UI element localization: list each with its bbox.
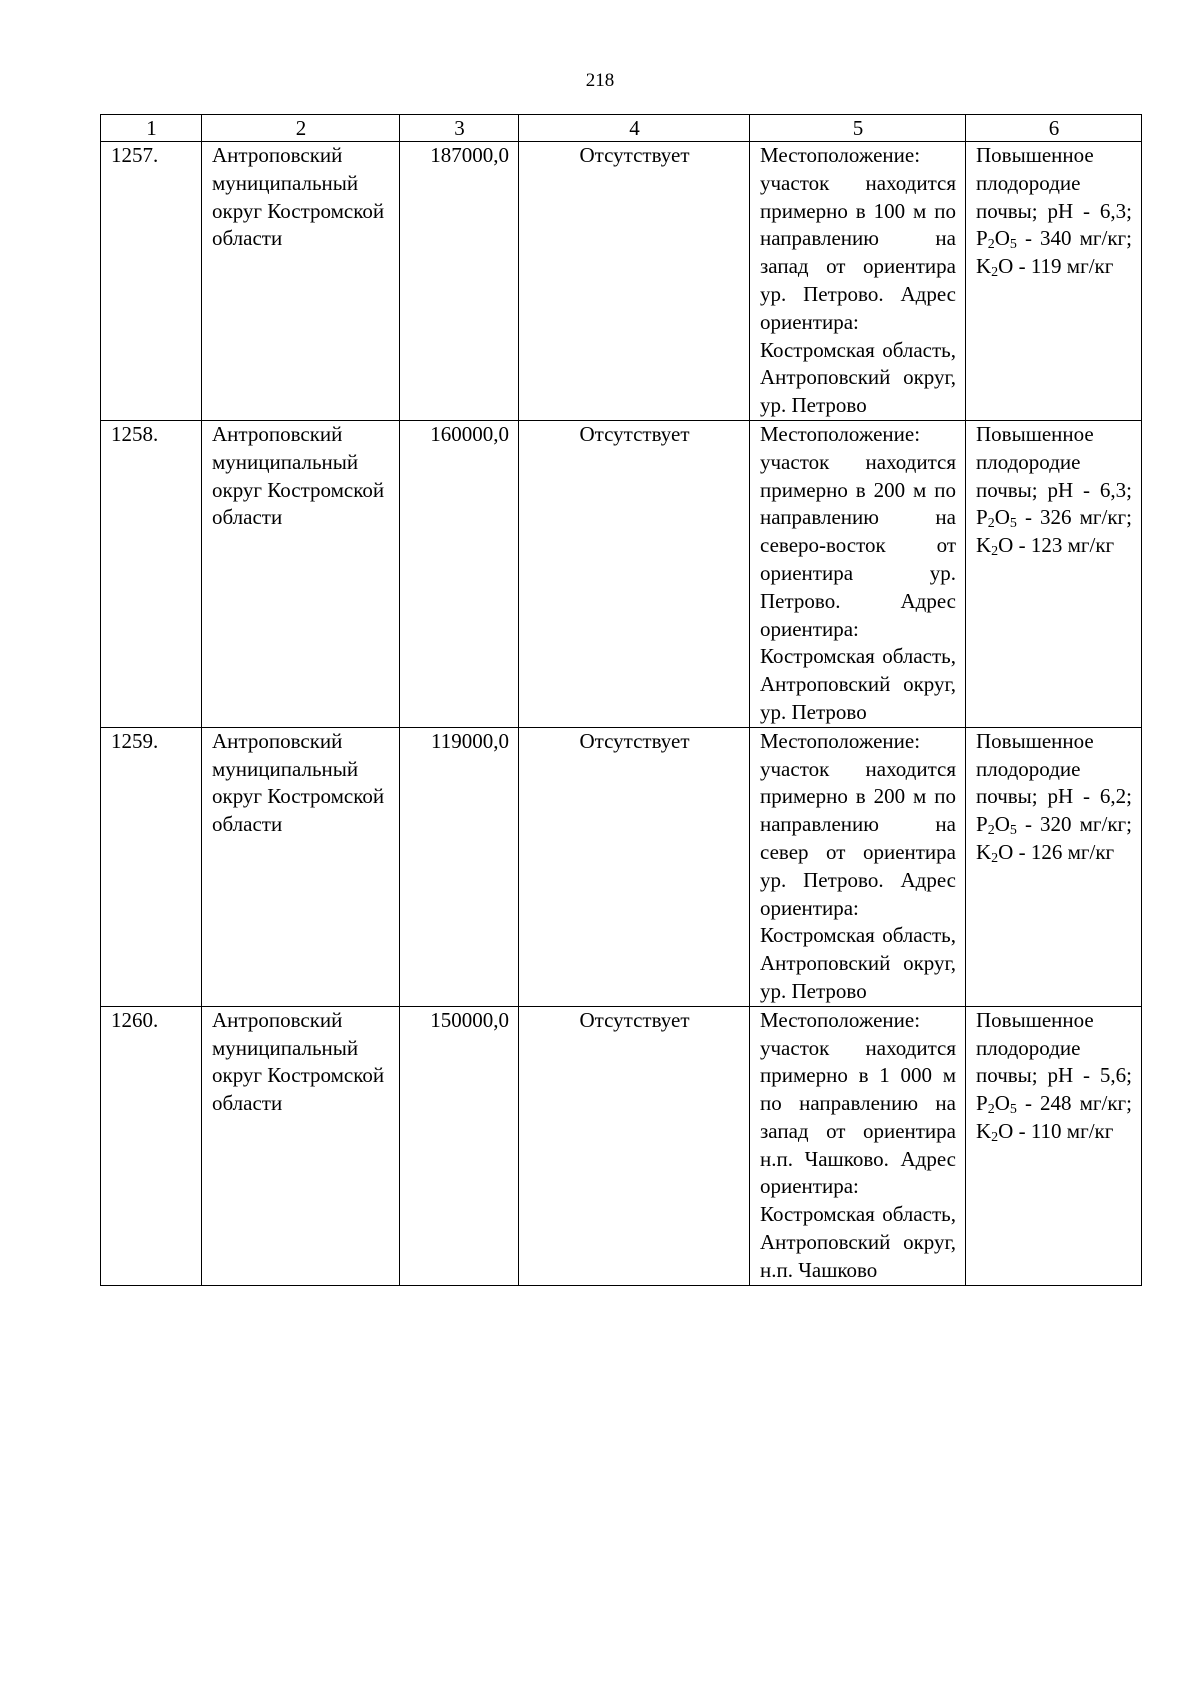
column-header: 3 [400,115,519,142]
soil-text: O [994,1091,1010,1116]
subscript: 2 [987,1102,995,1118]
column-header: 2 [202,115,400,142]
column-header: 4 [519,115,750,142]
area-cell: 150000,0 [400,1006,519,1285]
table-row [101,1006,1142,1285]
soil-text: Повышенное плодородие почвы; рН - 6,3; P [976,143,1132,251]
row-number: 1260. [101,1006,202,1285]
soil-text: O - 119 мг/кг [998,254,1114,279]
encumbrance-cell: Отсутствует [519,142,750,421]
location-cell: Местоположение: участок находится примерно в 200 м по направлению на северо-восток от ориентира ур. Петрово. Адрес ориентира: Костромская область, Антроповский округ, ур. Петрово [750,420,966,727]
table-header-row [101,115,1142,142]
area-cell: 160000,0 [400,420,519,727]
subscript: 5 [1009,237,1017,253]
subscript: 2 [987,237,995,253]
row-number: 1257. [101,142,202,421]
soil-text: - 248 мг/кг; K [976,1091,1132,1143]
subscript: 2 [987,516,995,532]
table-row [101,142,1142,421]
soil-text: - 320 мг/кг; K [976,812,1132,864]
area-cell: 119000,0 [400,727,519,1006]
district-cell: Антроповский муниципальный округ Костромской области [202,727,400,1006]
subscript: 2 [991,544,999,560]
subscript: 2 [991,1129,999,1145]
district-cell: Антроповский муниципальный округ Костромской области [202,142,400,421]
soil-text: O - 123 мг/кг [998,533,1115,558]
land-plots-table [100,114,1142,1286]
encumbrance-cell: Отсутствует [519,727,750,1006]
soil-text: O [994,812,1010,837]
soil-text: Повышенное плодородие почвы; рН - 6,3; P [976,421,1132,530]
soil-cell [966,420,1142,727]
location-cell: Местоположение: участок находится примерно в 100 м по направлению на запад от ориентира ур. Петрово. Адрес ориентира: Костромская область, Антроповский округ, ур. Петрово [750,142,966,421]
soil-cell [966,727,1142,1006]
column-header: 1 [101,115,202,142]
soil-cell [966,1006,1142,1285]
soil-cell [966,142,1142,421]
soil-text: O [994,505,1010,530]
column-header: 5 [750,115,966,142]
soil-text: - 340 мг/кг; K [976,226,1132,279]
table-row [101,420,1142,727]
soil-text: - 326 мг/кг; K [976,505,1132,558]
area-cell: 187000,0 [400,142,519,421]
subscript: 5 [1009,1102,1017,1118]
soil-text: Повышенное плодородие почвы; рН - 5,6; P [976,1007,1132,1116]
table-row [101,727,1142,1006]
page-number: 218 [585,70,615,91]
soil-text: O [994,226,1010,251]
district-cell: Антроповский муниципальный округ Костромской области [202,420,400,727]
subscript: 5 [1009,516,1017,532]
soil-text: Повышенное плодородие почвы; рН - 6,2; P [976,728,1132,837]
soil-text: O - 110 мг/кг [998,1118,1114,1143]
district-cell: Антроповский муниципальный округ Костромской области [202,1006,400,1285]
subscript: 2 [991,265,999,281]
location-cell: Местоположение: участок находится примерно в 1 000 м по направлению на запад от ориентира н.п. Чашково. Адрес ориентира: Костромская область, Антроповский округ, н.п. Чашково [750,1006,966,1285]
soil-text: O - 126 мг/кг [998,839,1115,864]
row-number: 1258. [101,420,202,727]
subscript: 2 [991,850,999,866]
location-cell: Местоположение: участок находится примерно в 200 м по направлению на север от ориентира ур. Петрово. Адрес ориентира: Костромская область, Антроповский округ, ур. Петрово [750,727,966,1006]
subscript: 2 [987,823,995,839]
encumbrance-cell: Отсутствует [519,420,750,727]
column-header: 6 [966,115,1142,142]
row-number: 1259. [101,727,202,1006]
subscript: 5 [1009,823,1017,839]
encumbrance-cell: Отсутствует [519,1006,750,1285]
